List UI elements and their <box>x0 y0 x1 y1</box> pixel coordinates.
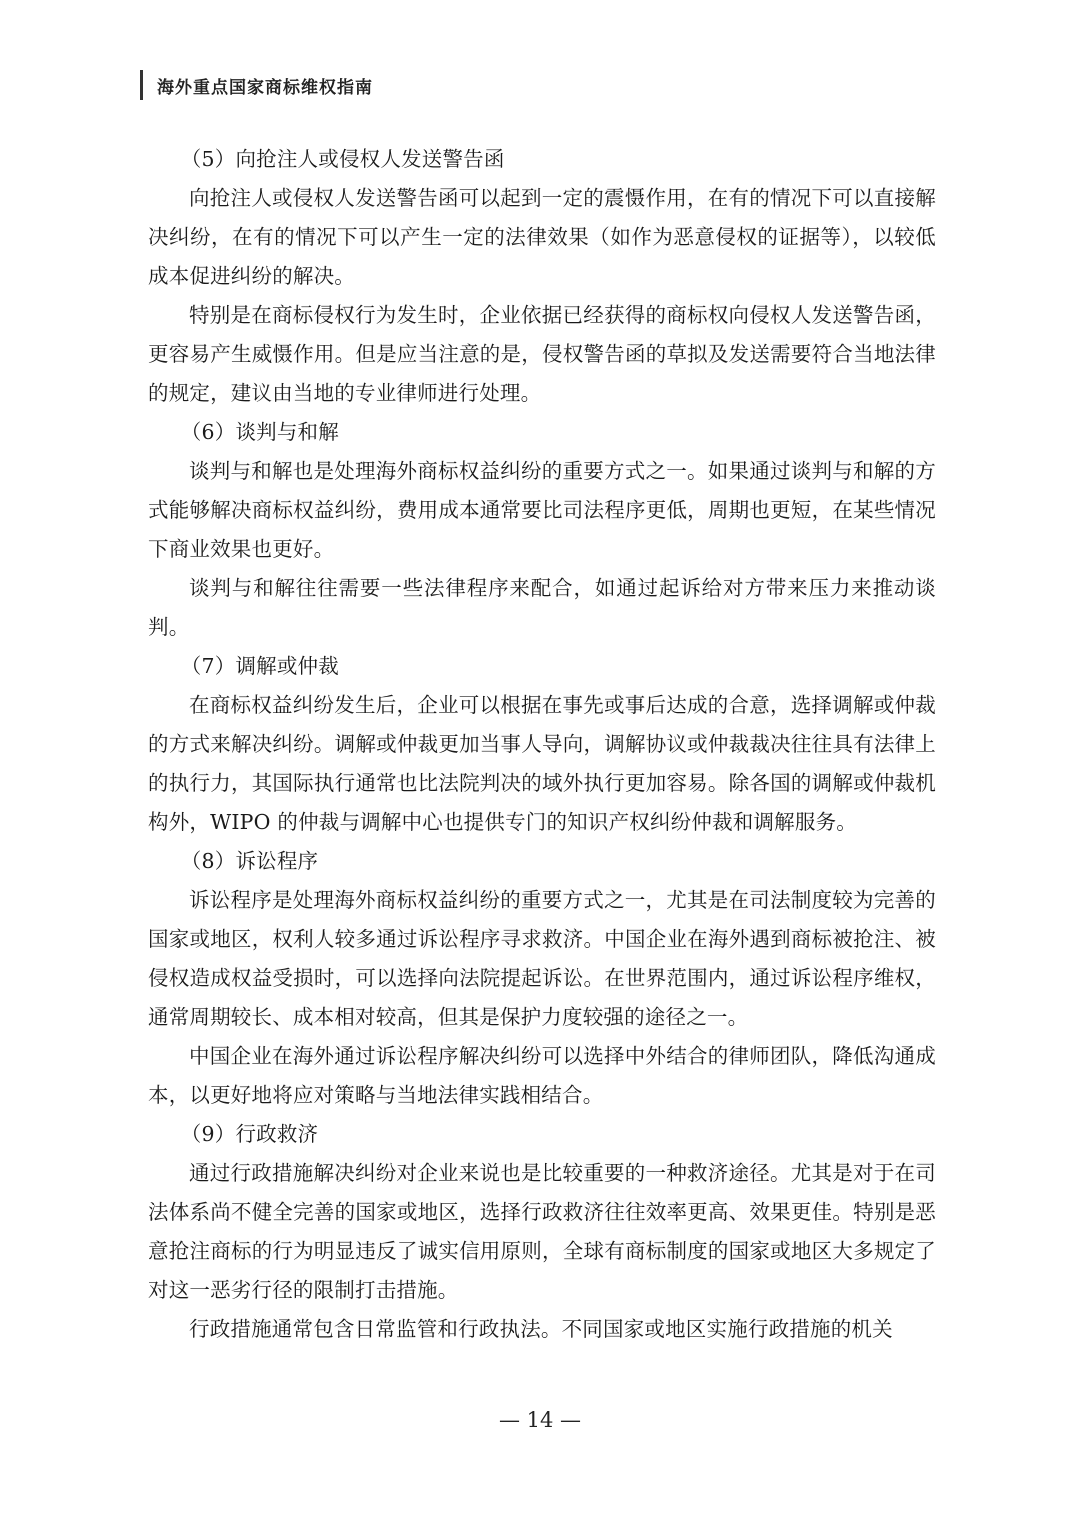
paragraph: 中国企业在海外通过诉讼程序解决纠纷可以选择中外结合的律师团队，降低沟通成本，以更好地将应对策略与当地法律实践相结合。 <box>148 1044 936 1107</box>
section-heading-6: （6）谈判与和解 <box>180 420 339 444</box>
page-body <box>148 140 936 1349</box>
paragraph: 谈判与和解往往需要一些法律程序来配合，如通过起诉给对方带来压力来推动谈判。 <box>148 576 936 639</box>
header-rule <box>140 70 143 100</box>
paragraph: 诉讼程序是处理海外商标权益纠纷的重要方式之一，尤其是在司法制度较为完善的国家或地区，权利人较多通过诉讼程序寻求救济。中国企业在海外遇到商标被抢注、被侵权造成权益受损时，可以选择向法院提起诉讼。在世界范围内，通过诉讼程序维权，通常周期较长、成本相对较高，但其是保护力度较强的途径之一。 <box>148 888 936 1029</box>
paragraph: 向抢注人或侵权人发送警告函可以起到一定的震慑作用，在有的情况下可以直接解决纠纷，在有的情况下可以产生一定的法律效果（如作为恶意侵权的证据等），以较低成本促进纠纷的解决。 <box>148 186 936 288</box>
section-heading-9: （9）行政救济 <box>180 1122 319 1146</box>
section-heading-7: （7）调解或仲裁 <box>180 654 339 678</box>
running-header <box>140 68 373 102</box>
paragraph: 通过行政措施解决纠纷对企业来说也是比较重要的一种救济途径。尤其是对于在司法体系尚不健全完善的国家或地区，选择行政救济往往效率更高、效果更佳。特别是恶意抢注商标的行为明显违反了诚实信用原则，全球有商标制度的国家或地区大多规定了对这一恶劣行径的限制打击措施。 <box>148 1161 936 1302</box>
paragraph: 谈判与和解也是处理海外商标权益纠纷的重要方式之一。如果通过谈判与和解的方式能够解决商标权益纠纷，费用成本通常要比司法程序更低，周期也更短，在某些情况下商业效果也更好。 <box>148 459 936 561</box>
section-heading-5: （5）向抢注人或侵权人发送警告函 <box>180 147 505 171</box>
paragraph: 特别是在商标侵权行为发生时，企业依据已经获得的商标权向侵权人发送警告函，更容易产生威慑作用。但是应当注意的是，侵权警告函的草拟及发送需要符合当地法律的规定，建议由当地的专业律师进行处理。 <box>148 303 936 405</box>
page-number: — 14 — <box>498 1408 582 1432</box>
paragraph: 行政措施通常包含日常监管和行政执法。不同国家或地区实施行政措施的机关 <box>189 1317 893 1341</box>
header-title: 海外重点国家商标维权指南 <box>157 77 373 98</box>
paragraph: 在商标权益纠纷发生后，企业可以根据在事先或事后达成的合意，选择调解或仲裁的方式来解决纠纷。调解或仲裁更加当事人导向，调解协议或仲裁裁决往往具有法律上的执行力，其国际执行通常也比法院判决的域外执行更加容易。除各国的调解或仲裁机构外，WIPO 的仲裁与调解中心也提供专门的知识产权纠纷仲裁和调解服务。 <box>148 693 936 834</box>
section-heading-8: （8）诉讼程序 <box>180 849 319 873</box>
